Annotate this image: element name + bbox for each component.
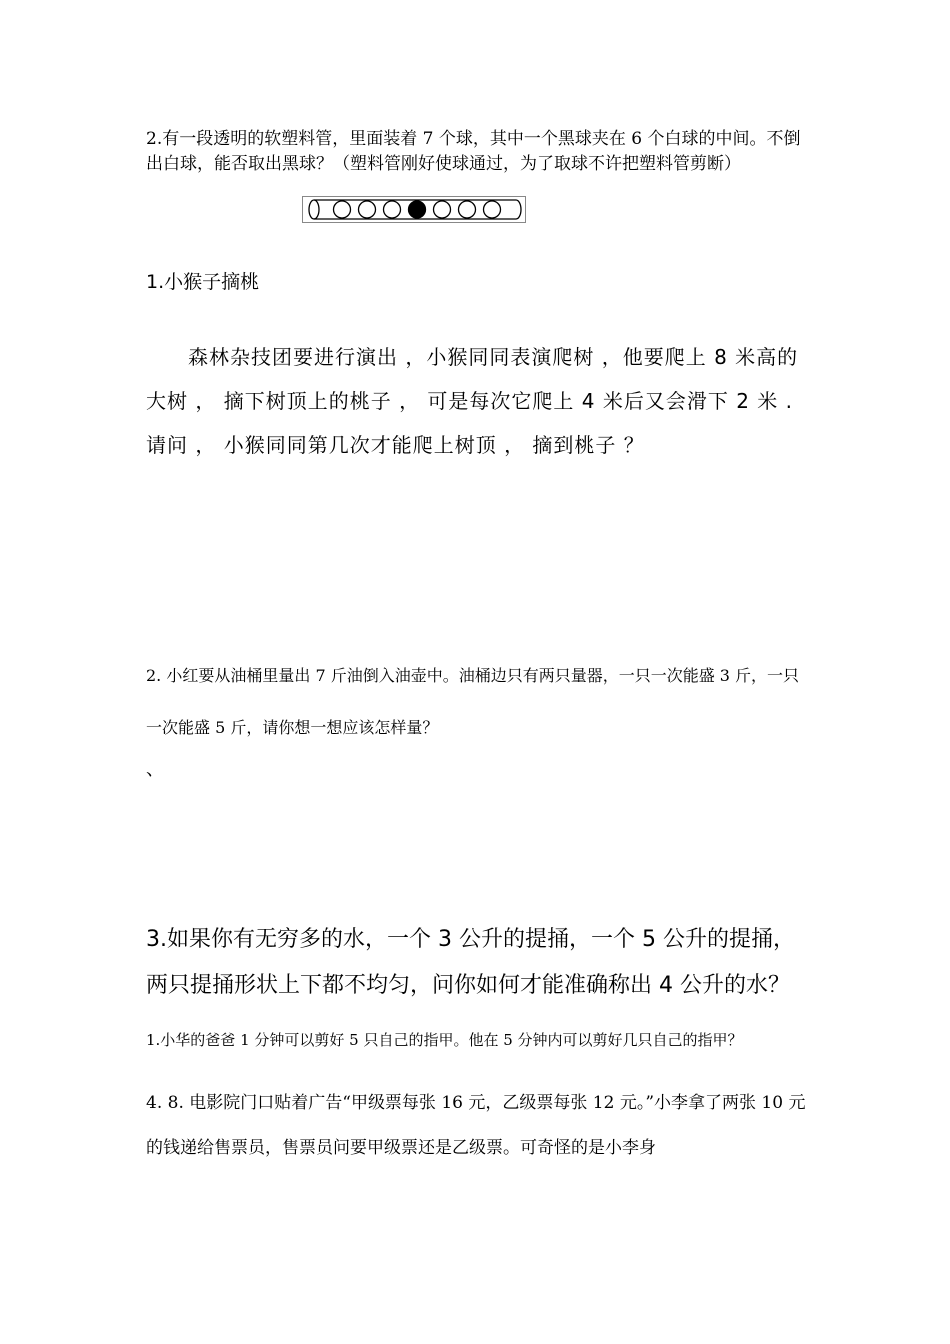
stray-mark: 、 [146, 759, 164, 780]
tube-with-balls-diagram [302, 196, 526, 223]
white-ball [359, 201, 376, 218]
black-ball [409, 201, 426, 218]
question-tube-balls: 2.有一段透明的软塑料管，里面装着 7 个球，其中一个黑球夹在 6 个白球的中间。不倒出白球，能否取出黑球？（塑料管刚好使球通过，为了取球不许把塑料管剪断） [146, 129, 801, 174]
question-water-buckets: 3.如果你有无穷多的水，一个 3 公升的提捅，一个 5 公升的提捅，两只提捅形状上下都不均匀，问你如何才能准确称出 4 公升的水？ [146, 927, 795, 998]
white-ball [384, 201, 401, 218]
white-ball [459, 201, 476, 218]
question-cinema-tickets: 4. 8. 电影院门口贴着广告“甲级票每张 16 元，乙级票每张 12 元。”小李拿了两张 10 元的钱递给售票员，售票员问要甲级票还是乙级票。可奇怪的是小李身 [146, 1093, 806, 1158]
white-ball [484, 201, 501, 218]
white-ball [334, 201, 351, 218]
question-monkey-title: 1.小猴子摘桃 [146, 271, 260, 293]
question-monkey-body: 森林杂技团要进行演出 ，小猴同同表演爬树 ，他要爬上 8 米高的大树 ， 摘下树顶上的桃子 ， 可是每次它爬上 4 米后又会滑下 2 米 . 请问 ， 小猴同同第几次才能爬上树顶 ， 摘到桃子 ？ [146, 345, 799, 457]
question-nail-clipping: 1.小华的爸爸 1 分钟可以剪好 5 只自己的指甲。他在 5 分钟内可以剪好几只自己的指甲？ [146, 1031, 743, 1049]
question-oil-measure: 2. 小红要从油桶里量出 7 斤油倒入油壶中。油桶边只有两只量器，一只一次能盛 3 斤，一只一次能盛 5 斤，请你想一想应该怎样量？ [146, 666, 800, 737]
white-ball [434, 201, 451, 218]
